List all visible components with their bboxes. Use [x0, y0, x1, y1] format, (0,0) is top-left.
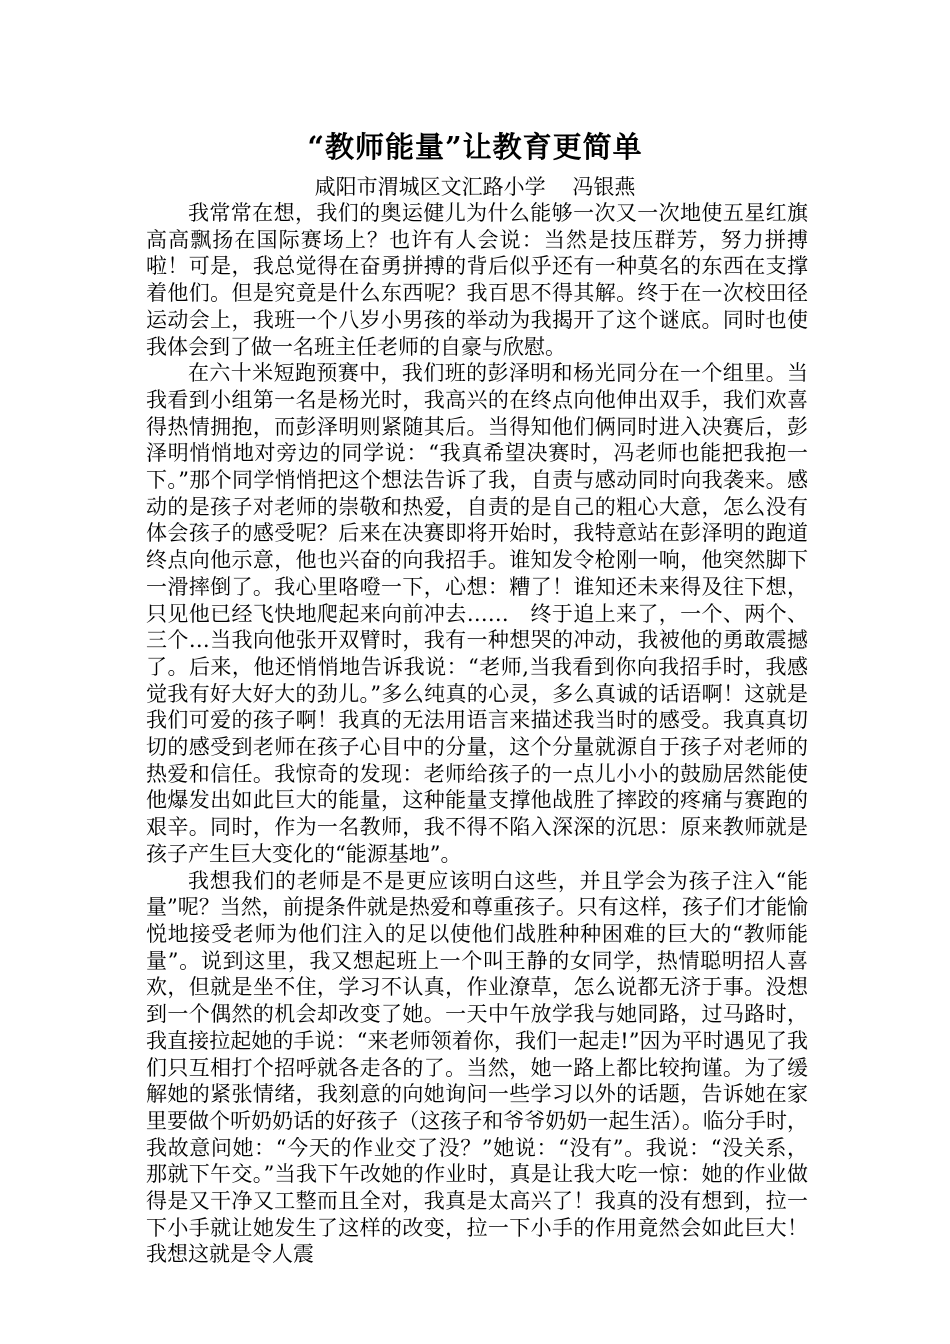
paragraph-3: 我想我们的老师是不是更应该明白这些，并且学会为孩子注入“能量”呢？当然，前提条件就是热爱和尊重孩子。只有这样，孩子们才能愉悦地接受老师为他们注入的足以使他们战胜种种困难的巨大的“教师能量”。说到这里，我又想起班上一个叫王静的女同学，热情聪明招人喜欢，但就是坐不住，学习不认真，作业潦草，怎么说都无济于事。没想到一个偶然的机会却改变了她。一天中午放学我与她同路，过马路时，我直接拉起她的手说：“来老师领着你，我们一起走!”因为平时遇见了我们只互相打个招呼就各走各的了。当然，她一路上都比较拘谨。为了缓解她的紧张情绪，我刻意的向她询问一些学习以外的话题，告诉她在家里要做个听奶奶话的好孩子（这孩子和爷爷奶奶一起生活）。临分手时，我故意问她：“今天的作业交了没？”她说：“没有”。我说：“没关系，那就下午交。”当我下午改她的作业时，真是让我大吃一惊：她的作业做得是又干净又工整而且全对，我真是太高兴了！我真的没有想到，拉一下小手就让她发生了这样的改变，拉一下小手的作用竟然会如此巨大！我想这就是令人震	[146, 868, 808, 1267]
document-title: “教师能量”让教育更简单	[307, 130, 643, 164]
document-body	[146, 200, 808, 1268]
author-line: 咸阳市渭城区文汇路小学 冯银燕	[314, 175, 636, 199]
paragraph-1: 我常常在想，我们的奥运健儿为什么能够一次又一次地使五星红旗高高飘扬在国际赛场上？也许有人会说：当然是技压群芳，努力拼搏啦！可是，我总觉得在奋勇拼搏的背后似乎还有一种莫名的东西在支撑着他们。但是究竟是什么东西呢？我百思不得其解。终于在一次校田径运动会上，我班一个八岁小男孩的举动为我揭开了这个谜底。同时也使我体会到了做一名班主任老师的自豪与欣慰。	[146, 201, 808, 359]
paragraph-2: 在六十米短跑预赛中，我们班的彭泽明和杨光同分在一个组里。当我看到小组第一名是杨光时，我高兴的在终点向他伸出双手，我们欢喜得热情拥抱，而彭泽明则紧随其后。当得知他们俩同时进入决赛后，彭泽明悄悄地对旁边的同学说：“我真希望决赛时，冯老师也能把我抱一下。”那个同学悄悄把这个想法告诉了我，自责与感动同时向我袭来。感动的是孩子对老师的崇敬和热爱，自责的是自己的粗心大意，怎么没有体会孩子的感受呢？后来在决赛即将开始时，我特意站在彭泽明的跑道终点向他示意，他也兴奋的向我招手。谁知发令枪刚一响，他突然脚下一滑摔倒了。我心里咯噔一下，心想：糟了！谁知还未来得及往下想，只见他已经飞快地爬起来向前冲去…… 终于追上来了，一个、两个、三个…当我向他张开双臂时，我有一种想哭的冲动，我被他的勇敢震撼了。后来，他还悄悄地告诉我说：“老师,当我看到你向我招手时，我感觉我有好大好大的劲儿。”多么纯真的心灵，多么真诚的话语啊！这就是我们可爱的孩子啊！我真的无法用语言来描述我当时的感受。我真真切切的感受到老师在孩子心目中的分量，这个分量就源自于孩子对老师的热爱和信任。我惊奇的发现：老师给孩子的一点儿小小的鼓励居然能使他爆发出如此巨大的能量，这种能量支撑他战胜了摔跤的疼痛与赛跑的艰辛。同时，作为一名教师，我不得不陷入深深的沉思：原来教师就是孩子产生巨大变化的“能源基地”。	[146, 361, 808, 866]
